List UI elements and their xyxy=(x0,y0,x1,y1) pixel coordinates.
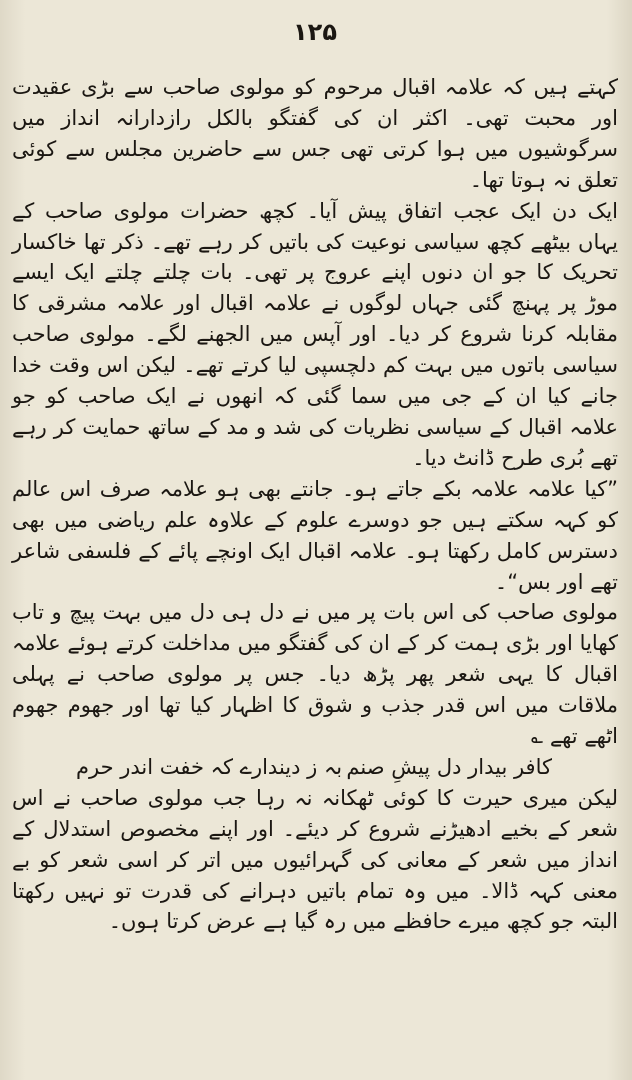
page-body xyxy=(12,72,618,937)
verse-first-hemistich: کافر بیدار دل پیشِ صنم xyxy=(346,754,552,779)
page-number: ۱۲۵ xyxy=(293,18,337,46)
paragraph-5: لیکن میری حیرت کا کوئی ٹھکانہ نہ رہا جب مولوی صاحب نے اس شعر کے بخیے ادھیڑنے شروع کر دیئے۔ اور اپنے مخصوص استدلال کے انداز میں شعر کے معانی کی گہرائیوں میں اتر کر اسی شعر کو بے معنی کہہ ڈالا۔ میں وہ تمام باتیں دہرانے کی قدرت تو نہیں رکھتا البتہ جو کچھ میرے حافظے میں رہ گیا ہے عرض کرتا ہوں۔ xyxy=(12,785,618,934)
paragraph-2: ایک دن ایک عجب اتفاق پیش آیا۔ کچھ حضرات مولوی صاحب کے یہاں بیٹھے کچھ سیاسی نوعیت کی باتیں کر رہے تھے۔ ذکر تھا خاکسار تحریک کا جو ان دنوں اپنے عروج پر تھی۔ بات چلتے چلتے ایک ایسے موڑ پر پہنچ گئی جہاں لوگوں نے علامہ اقبال اور علامہ مشرقی کا مقابلہ کرنا شروع کر دیا۔ اور آپس میں الجھنے لگے۔ مولوی صاحب سیاسی باتوں میں بہت کم دلچسپی لیا کرتے تھے۔ لیکن اس وقت خدا جانے کیا ان کے جی میں سما گئی کہ انھوں نے ایک صاحب کو جو علامہ اقبال کے سیاسی نظریات کی شد و مد کے ساتھ حمایت کر رہے تھے بُری طرح ڈانٹ دیا۔ xyxy=(12,198,618,470)
paragraph-1: کہتے ہیں کہ علامہ اقبال مرحوم کو مولوی صاحب سے بڑی عقیدت اور محبت تھی۔ اکثر ان کی گفتگو بالکل رازدارانہ انداز میں سرگوشیوں میں ہوا کرتی تھی جس سے حاضرین مجلس سے کوئی تعلق نہ ہوتا تھا۔ xyxy=(12,75,618,192)
paragraph-4: مولوی صاحب کی اس بات پر میں نے دل ہی دل میں بہت پیچ و تاب کھایا اور بڑی ہمت کر کے ان کی گفتگو میں مداخلت کرتے ہوئے علامہ اقبال کا یہی شعر پھر پڑھ دیا۔ جس پر مولوی صاحب نے پہلی ملاقات میں اس قدر جذب و شوق کا اظہار کیا تھا اور جھوم جھوم اٹھے تھے ؎ xyxy=(12,600,618,749)
verse-second-hemistich: بہ ز دیندارے کہ خفت اندر حرم xyxy=(76,754,343,779)
persian-verse xyxy=(12,752,618,783)
paragraph-3-quote: ”کیا علامہ علامہ بکے جاتے ہو۔ جانتے بھی ہو علامہ صرف اس عالم کو کہہ سکتے ہیں جو دوسرے علوم کے علاوہ علم ریاضی میں بھی دسترس کامل رکھتا ہو۔ علامہ اقبال ایک اونچے پائے کے فلسفی شاعر تھے اور بس“۔ xyxy=(12,476,618,594)
